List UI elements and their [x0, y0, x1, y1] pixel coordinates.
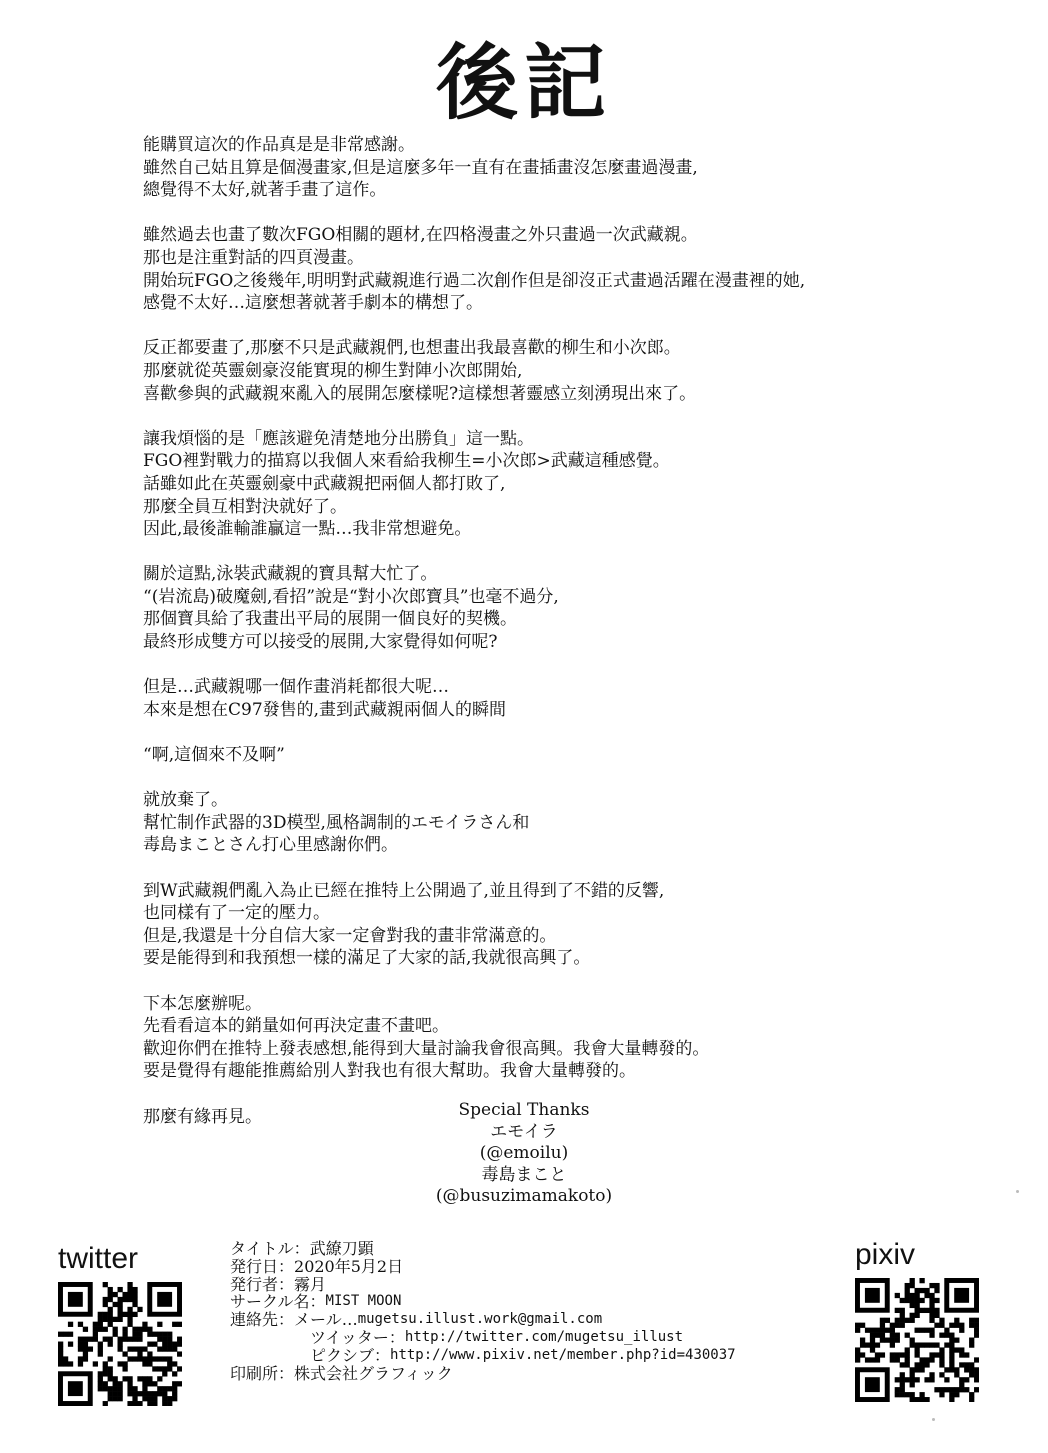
paragraph-line: 最終形成雙方可以接受的展開,大家覺得如何呢?	[143, 632, 498, 653]
colophon-title-label: タイトル：	[230, 1239, 310, 1258]
colophon-printer-label: 印刷所：	[230, 1363, 295, 1383]
pixiv-qr-code-icon[interactable]	[855, 1278, 979, 1402]
paragraph-line: 但是…武藏親哪一個作畫消耗都很大呢…	[143, 677, 449, 698]
paragraph-line: 那麼全員互相對決就好了。	[143, 496, 347, 517]
paragraph	[143, 337, 943, 405]
paragraph	[143, 789, 943, 857]
paragraph-line: 下本怎麼辦呢。	[143, 993, 262, 1014]
paragraph-line: 歡迎你們在推特上發表感想,能得到大量討論我會很高興。我會大量轉發的。	[143, 1038, 710, 1059]
paragraph-line: 總覺得不太好,就著手畫了這作。	[143, 180, 387, 201]
speck-mark	[932, 1418, 935, 1421]
paragraph-line: “(岩流島)破魔劍,看招”說是“對小次郎寶具”也毫不過分,	[143, 586, 559, 607]
colophon-date-value: 2020年5月2日	[294, 1256, 404, 1276]
paragraph-line: 雖然自己姑且算是個漫畫家,但是這麼多年一直有在畫插畫沒怎麼畫過漫畫,	[143, 157, 698, 178]
paragraph-line: 喜歡參與的武藏親來亂入的展開怎麼樣呢?這樣想著靈感立刻湧現出來了。	[143, 383, 697, 404]
colophon-date-label: 発行日：	[230, 1256, 295, 1276]
paragraph-line: FGO裡對戰力的描寫以我個人來看給我柳生=小次郎>武藏這種感覺。	[143, 451, 670, 472]
colophon-pixiv-link[interactable]: http://www.pixiv.net/member.php?id=430037	[390, 1346, 736, 1363]
paragraph-line: 毒島まことさん打心里感謝你們。	[143, 835, 398, 856]
paragraph-line: 也同樣有了一定的壓力。	[143, 903, 330, 924]
thanks-handle-2: (@busuzimamakoto)	[435, 1186, 613, 1206]
colophon-mail-label: メール…	[294, 1310, 358, 1330]
colophon-printer-row	[230, 1365, 830, 1383]
paragraph-line: 那也是注重對話的四頁漫畫。	[143, 247, 364, 268]
colophon-title-value: 武繚刀顕	[309, 1239, 374, 1258]
paragraph	[143, 224, 943, 314]
paragraph-line: 那個寶具給了我畫出平局的展開一個良好的契機。	[143, 609, 517, 630]
paragraph-line: 要是能得到和我預想一樣的滿足了大家的話,我就很高興了。	[143, 948, 591, 969]
twitter-qr-block	[58, 1244, 182, 1406]
paragraph-line: 開始玩FGO之後幾年,明明對武藏親進行過二次創作但是卻沒正式畫過活躍在漫畫裡的她,	[143, 270, 806, 291]
colophon-printer-value: 株式会社グラフィック	[294, 1363, 453, 1383]
paragraph-line: 因此,最後誰輸誰贏這一點…我非常想避免。	[143, 519, 472, 540]
afterword-body	[143, 134, 943, 1151]
paragraph-line: 關於這點,泳裝武藏親的寶具幫大忙了。	[143, 564, 438, 585]
paragraph	[143, 676, 943, 721]
colophon-contact-label: 連絡先：	[230, 1310, 295, 1330]
pixiv-qr-block	[855, 1240, 979, 1402]
paragraph	[143, 880, 943, 970]
thanks-name-2: 毒島まこと	[481, 1164, 567, 1185]
paragraph-line: 就放棄了。	[143, 790, 228, 811]
paragraph	[143, 134, 943, 202]
special-thanks	[0, 1100, 1048, 1208]
special-thanks-heading: Special Thanks	[458, 1100, 590, 1120]
colophon-pixiv-row	[230, 1347, 830, 1365]
paragraph-line: 能購買這次的作品真是是非常感謝。	[143, 135, 415, 155]
paragraph-line: 但是,我還是十分自信大家一定會對我的畫非常滿意的。	[143, 925, 557, 946]
paragraph-line: 幫忙制作武器的3D模型,風格調制的エモイラさん和	[143, 812, 530, 833]
colophon-publisher-row	[230, 1276, 830, 1294]
paragraph-line: 讓我煩惱的是「應該避免清楚地分出勝負」這一點。	[143, 428, 534, 449]
twitter-qr-label: twitter	[58, 1242, 139, 1275]
paragraph-line: “啊,這個來不及啊”	[143, 745, 285, 766]
paragraph-line: 話雖如此在英靈劍豪中武藏親把兩個人都打敗了,	[143, 473, 506, 494]
paragraph-line: 反正都要畫了,那麼不只是武藏親們,也想畫出我最喜歡的柳生和小次郎。	[143, 338, 681, 359]
thanks-name-1: エモイラ	[490, 1121, 558, 1142]
colophon-twitter-row	[230, 1329, 830, 1347]
colophon-twitter-label: ツイッター：	[310, 1327, 405, 1347]
colophon-title-row	[230, 1240, 830, 1258]
twitter-qr-code-icon[interactable]	[58, 1282, 182, 1406]
colophon-circle-label: サークル名：	[230, 1292, 326, 1312]
thanks-handle-1: (@emoilu)	[479, 1143, 569, 1163]
paragraph	[143, 563, 943, 653]
colophon	[230, 1240, 830, 1382]
colophon-contact-row	[230, 1311, 830, 1329]
paragraph-line: 要是覺得有趣能推薦給別人對我也有很大幫助。我會大量轉發的。	[143, 1061, 636, 1082]
paragraph	[143, 428, 943, 541]
colophon-mail-value[interactable]: mugetsu.illust.work@gmail.com	[357, 1311, 603, 1328]
pixiv-qr-label: pixiv	[855, 1238, 916, 1271]
colophon-pixiv-label: ピクシブ：	[310, 1345, 391, 1365]
colophon-twitter-link[interactable]: http://twitter.com/mugetsu_illust	[404, 1328, 684, 1345]
paragraph	[143, 993, 943, 1083]
paragraph-line: 雖然過去也畫了數次FGO相關的題材,在四格漫畫之外只畫過一次武藏親。	[143, 225, 698, 246]
paragraph-line: 本來是想在C97發售的,畫到武藏親兩個人的瞬間	[143, 699, 507, 720]
colophon-publisher-label: 発行者：	[230, 1274, 295, 1294]
colophon-date-row	[230, 1258, 830, 1276]
colophon-publisher-value: 霧月	[294, 1274, 327, 1294]
paragraph-line: 感覺不太好…這麼想著就著手劇本的構想了。	[143, 293, 483, 314]
paragraph-line: 先看看這本的銷量如何再決定畫不畫吧。	[143, 1016, 449, 1037]
page-title: 後記	[435, 35, 612, 131]
paragraph-line: 那麼有緣再見。	[143, 1106, 262, 1127]
colophon-circle-row	[230, 1293, 830, 1311]
paragraph-line: 到W武藏親們亂入為止已經在推特上公開過了,並且得到了不錯的反響,	[143, 880, 665, 901]
colophon-circle-value: MIST MOON	[325, 1293, 402, 1310]
paragraph-line: 那麼就從英靈劍豪沒能實現的柳生對陣小次郎開始,	[143, 360, 523, 381]
paragraph	[143, 744, 943, 767]
speck-mark	[1016, 1190, 1019, 1193]
